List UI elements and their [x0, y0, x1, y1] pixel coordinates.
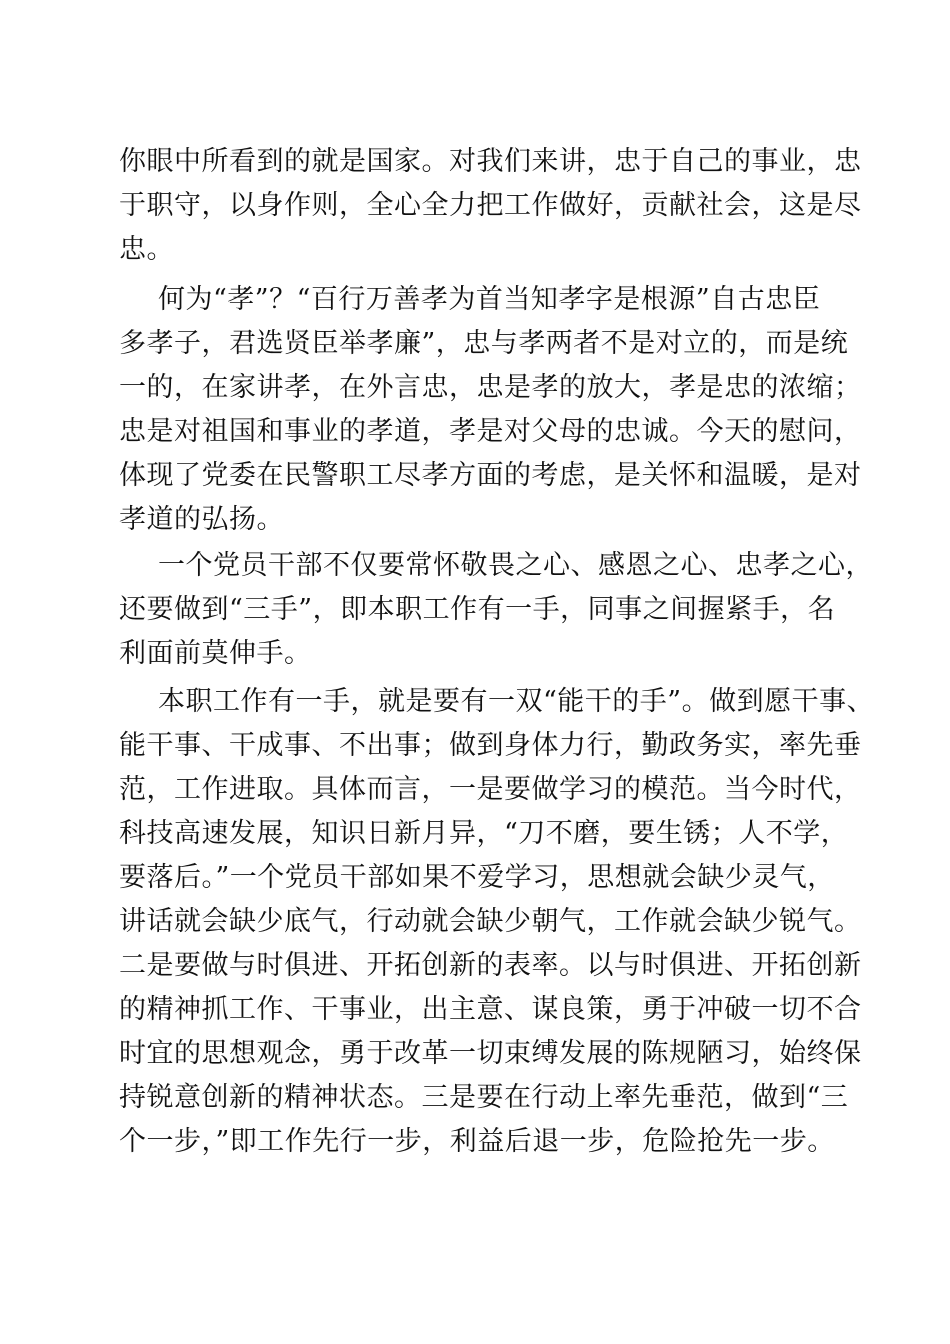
text-line: 多孝子，君选贤臣举孝廉”，忠与孝两者不是对立的，而是统: [119, 328, 849, 359]
paragraph-first-line: 何为“孝”？“百行万善孝为首当知孝字是根源”自古忠臣: [158, 284, 821, 315]
text-line: 科技高速发展，知识日新月异，“刀不磨，要生锈；人不学，: [119, 818, 849, 849]
text-line: 体现了党委在民警职工尽孝方面的考虑，是关怀和温暖，是对: [119, 460, 862, 491]
text-line: 忠。: [119, 234, 174, 265]
text-line: 个一步，”即工作先行一步，利益后退一步，危险抢先一步。: [119, 1126, 835, 1157]
text-line: 你眼中所看到的就是国家。对我们来讲，忠于自己的事业，忠: [119, 146, 862, 177]
text-line: 讲话就会缺少底气，行动就会缺少朝气，工作就会缺少锐气。: [119, 906, 862, 937]
paragraph-first-line: 本职工作有一手，就是要有一双“能干的手”。做到愿干事、: [158, 686, 875, 717]
text-line: 于职守，以身作则，全心全力把工作做好，贡献社会，这是尽: [119, 190, 862, 221]
text-line: 利面前莫伸手。: [119, 638, 312, 669]
text-line: 还要做到“三手”，即本职工作有一手，同事之间握紧手，名: [119, 594, 836, 625]
text-line: 时宜的思想观念，勇于改革一切束缚发展的陈规陋习，始终保: [119, 1038, 862, 1069]
text-line: 要落后。”一个党员干部如果不爱学习，思想就会缺少灵气，: [119, 862, 835, 893]
text-line: 一的，在家讲孝，在外言忠，忠是孝的放大，孝是忠的浓缩；: [119, 372, 862, 403]
text-line: 忠是对祖国和事业的孝道，孝是对父母的忠诚。今天的慰问，: [119, 416, 862, 447]
text-line: 范，工作进取。具体而言，一是要做学习的模范。当今时代，: [119, 774, 862, 805]
text-line: 二是要做与时俱进、开拓创新的表率。以与时俱进、开拓创新: [119, 950, 862, 981]
paragraph-first-line: 一个党员干部不仅要常怀敬畏之心、感恩之心、忠孝之心，: [158, 550, 873, 581]
text-line: 能干事、干成事、不出事；做到身体力行，勤政务实，率先垂: [119, 730, 862, 761]
text-line: 持锐意创新的精神状态。三是要在行动上率先垂范，做到“三: [119, 1082, 849, 1113]
text-line: 孝道的弘扬。: [119, 504, 284, 535]
text-line: 的精神抓工作、干事业，出主意、谋良策，勇于冲破一切不合: [119, 994, 862, 1025]
